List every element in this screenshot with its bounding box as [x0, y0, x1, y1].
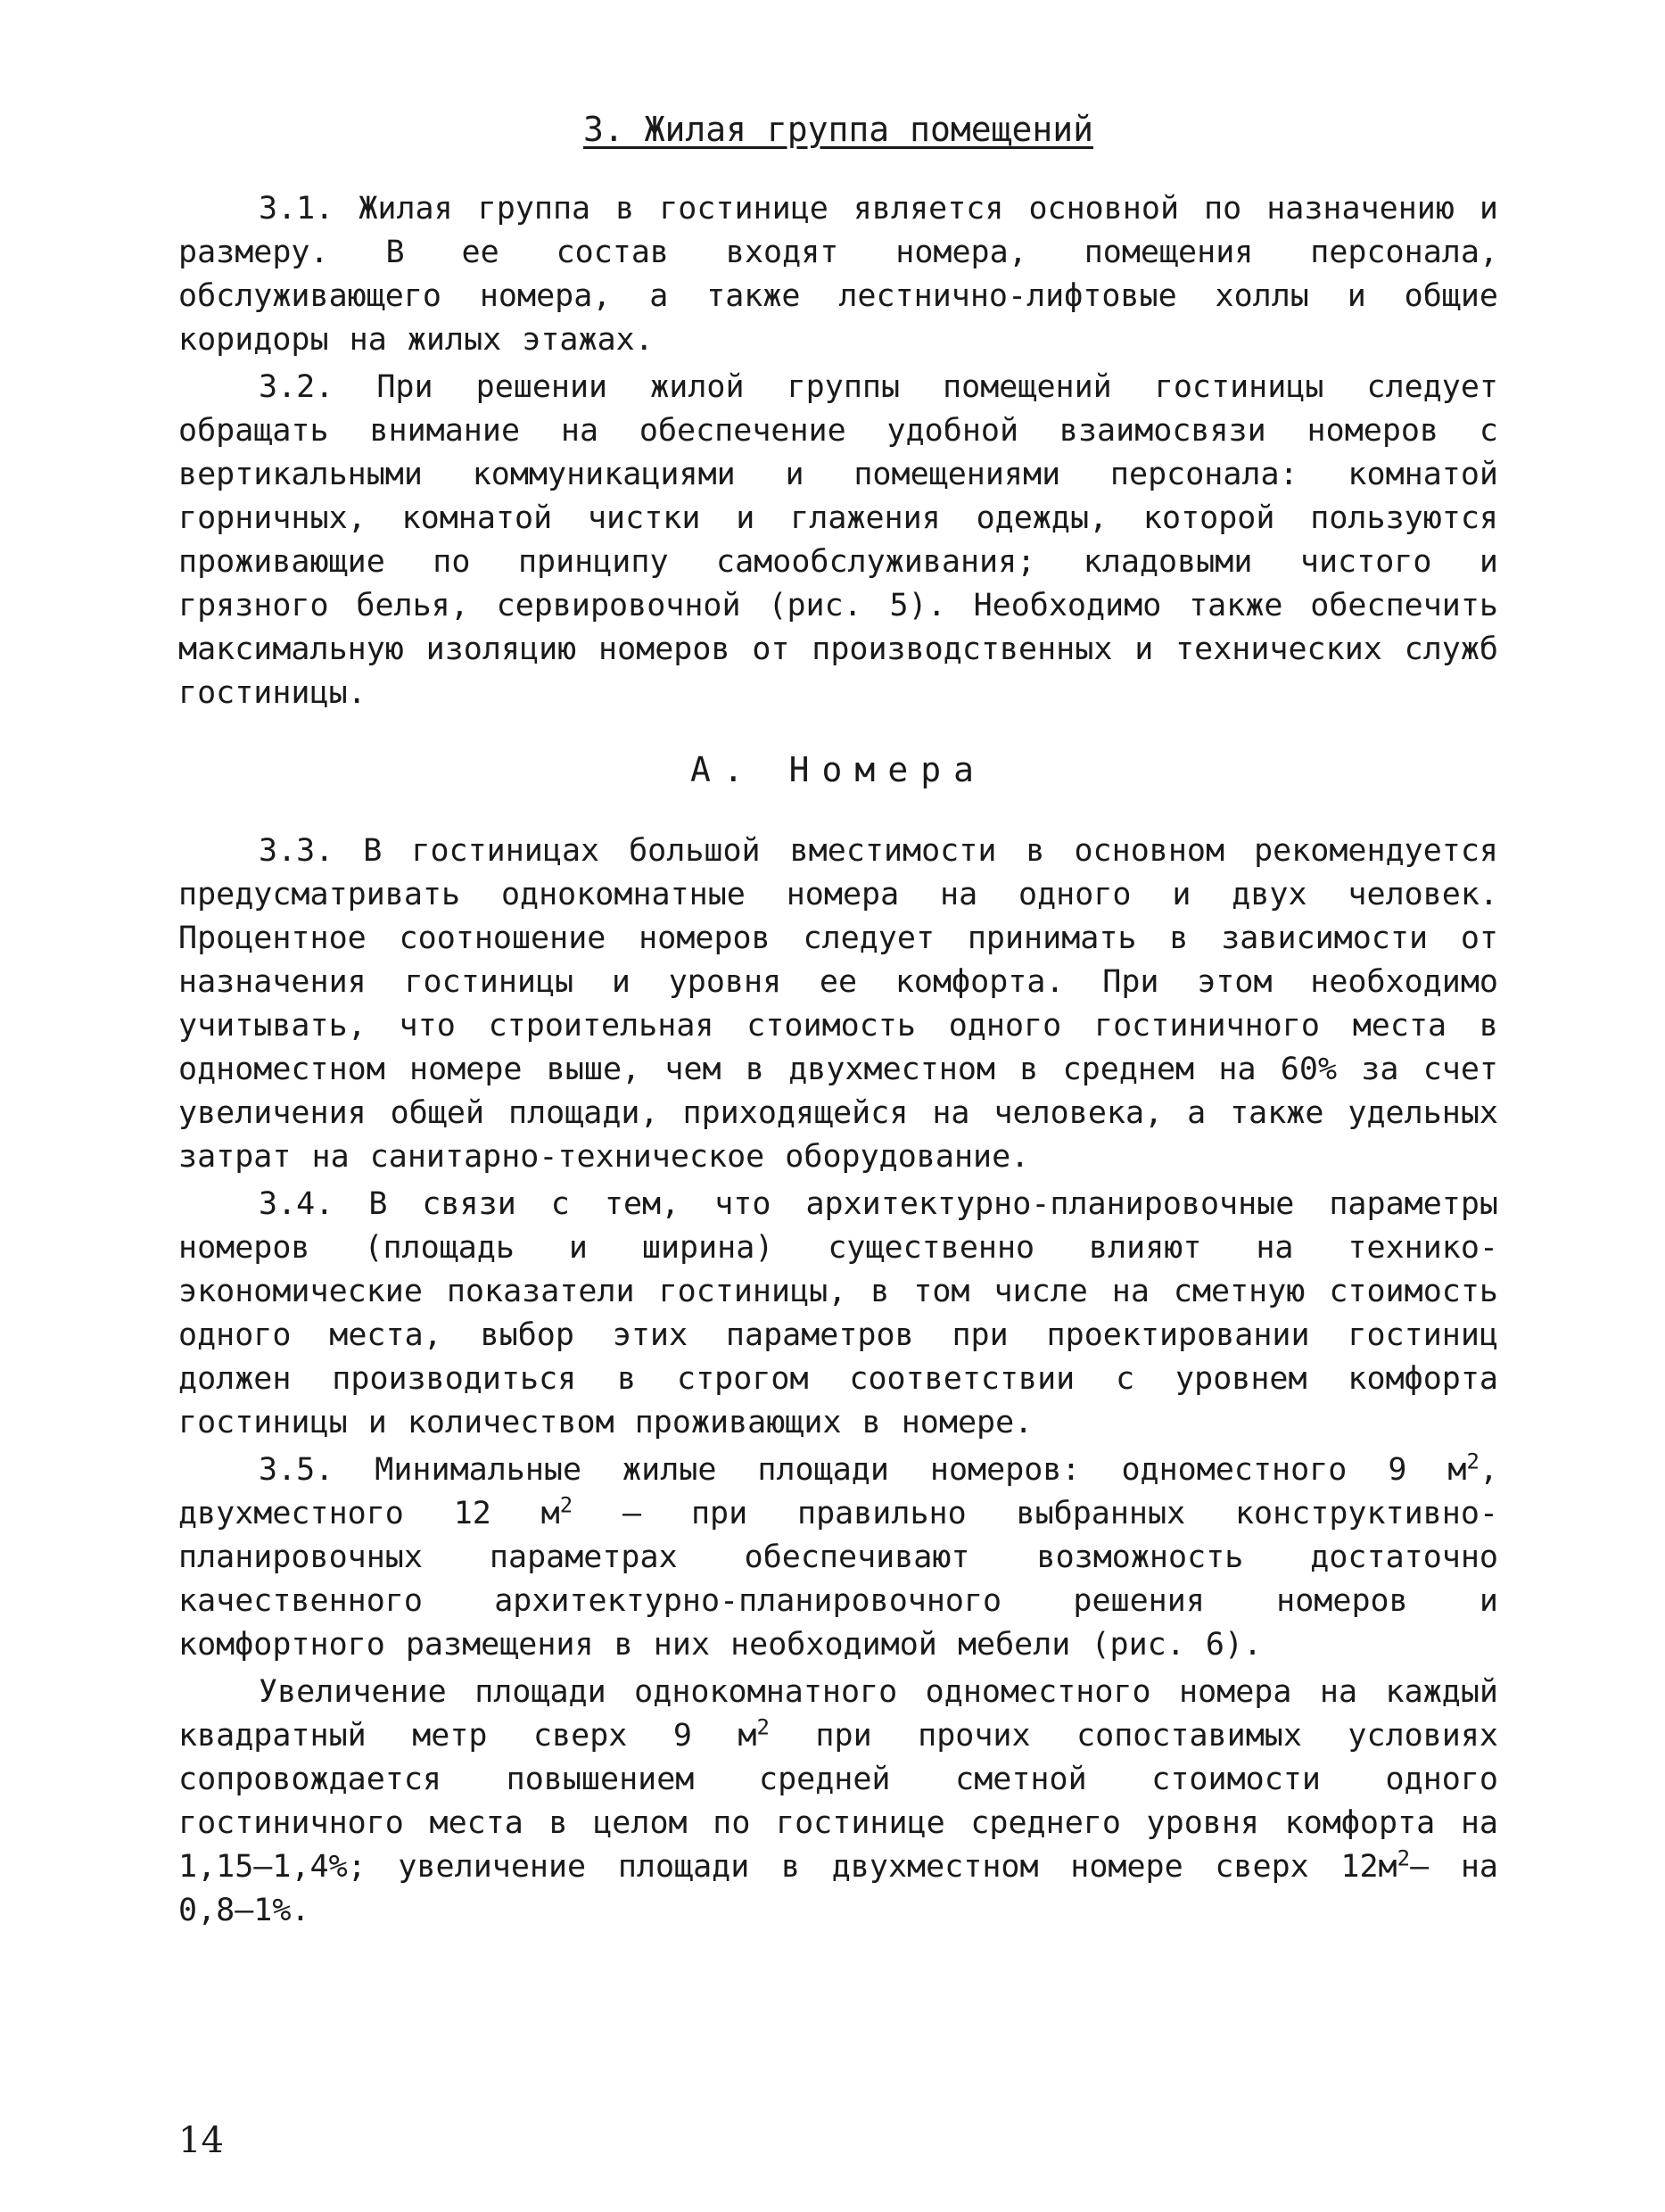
- superscript-squared: 2: [1466, 1449, 1480, 1474]
- paragraph-3-5-part1: 3.5. Минимальные жилые площади номеров: одноместного 9 м: [259, 1452, 1467, 1488]
- paragraph-3-5-part2: , двухместного 12 м: [178, 1452, 1498, 1531]
- paragraph-area-increase-part3: – на 0,8–1%.: [178, 1849, 1498, 1928]
- document-page: [178, 107, 1498, 2161]
- paragraph-3-5-part3: – при правильно выбранных конструктивно-планировочных параметрах обеспечивают возможность достаточно качественного архитектурно-планировочного решения номеров и комфортного размещения в них необходимой мебели (рис. 6).: [178, 1496, 1498, 1663]
- paragraph-3-1: 3.1. Жилая группа в гостинице является основной по назначению и размеру. В ее состав входят номера, помещения персонала, обслуживающего номера, а также лестнично-лифтовые холлы и общие коридоры на жилых этажах.: [178, 191, 1498, 358]
- superscript-squared: 2: [756, 1714, 770, 1740]
- subsection-title: А. Номера: [690, 750, 986, 789]
- superscript-squared: 2: [1397, 1845, 1411, 1871]
- paragraph-3-4: 3.4. В связи с тем, что архитектурно-планировочные параметры номеров (площадь и ширина) существенно влияют на технико-экономические показатели гостиницы, в том числе на сметную стоимость одного места, выбор этих параметров при проектировании гостиниц должен производиться в строгом соответствии с уровнем комфорта гостиницы и количеством проживающих в номере.: [178, 1186, 1498, 1440]
- paragraph-3-3: 3.3. В гостиницах большой вместимости в основном рекомендуется предусматривать однокомнатные номера на одного и двух человек. Процентное соотношение номеров следует принимать в зависимости от назначения гостиницы и уровня ее комфорта. При этом необходимо учитывать, что строительная стоимость одного гостиничного места в одноместном номере выше, чем в двухместном в среднем на 60% за счет увеличения общей площади, приходящейся на человека, а также удельных затрат на санитарно-техническое оборудование.: [178, 833, 1498, 1175]
- paragraph-3-2: 3.2. При решении жилой группы помещений гостиницы следует обращать внимание на обеспечение удобной взаимосвязи номеров с вертикальными коммуникациями и помещениями персонала: комнатой горничных, комнатой чистки и глажения одежды, которой пользуются проживающие по принципу самообслуживания; кладовыми чистого и грязного белья, сервировочной (рис. 5). Необходимо также обеспечить максимальную изоляцию номеров от производственных и технических служб гостиницы.: [178, 369, 1498, 711]
- paragraph-area-increase-part1: Увеличение площади однокомнатного одноместного номера на каждый квадратный метр сверх 9 м: [178, 1674, 1498, 1754]
- paragraph-area-increase-part2: при прочих сопоставимых условиях сопровождается повышением средней сметной стоимости одного гостиничного места в целом по гостинице среднего уровня комфорта на 1,15–1,4%; увеличение площади в двухместном номере сверх 12м: [178, 1718, 1498, 1885]
- superscript-squared: 2: [559, 1492, 573, 1518]
- paragraph-3-5: [178, 1449, 1498, 1667]
- paragraph-area-increase: [178, 1671, 1498, 1933]
- page-number: 14: [178, 2120, 224, 2161]
- section-title: 3. Жилая группа помещений: [583, 110, 1093, 149]
